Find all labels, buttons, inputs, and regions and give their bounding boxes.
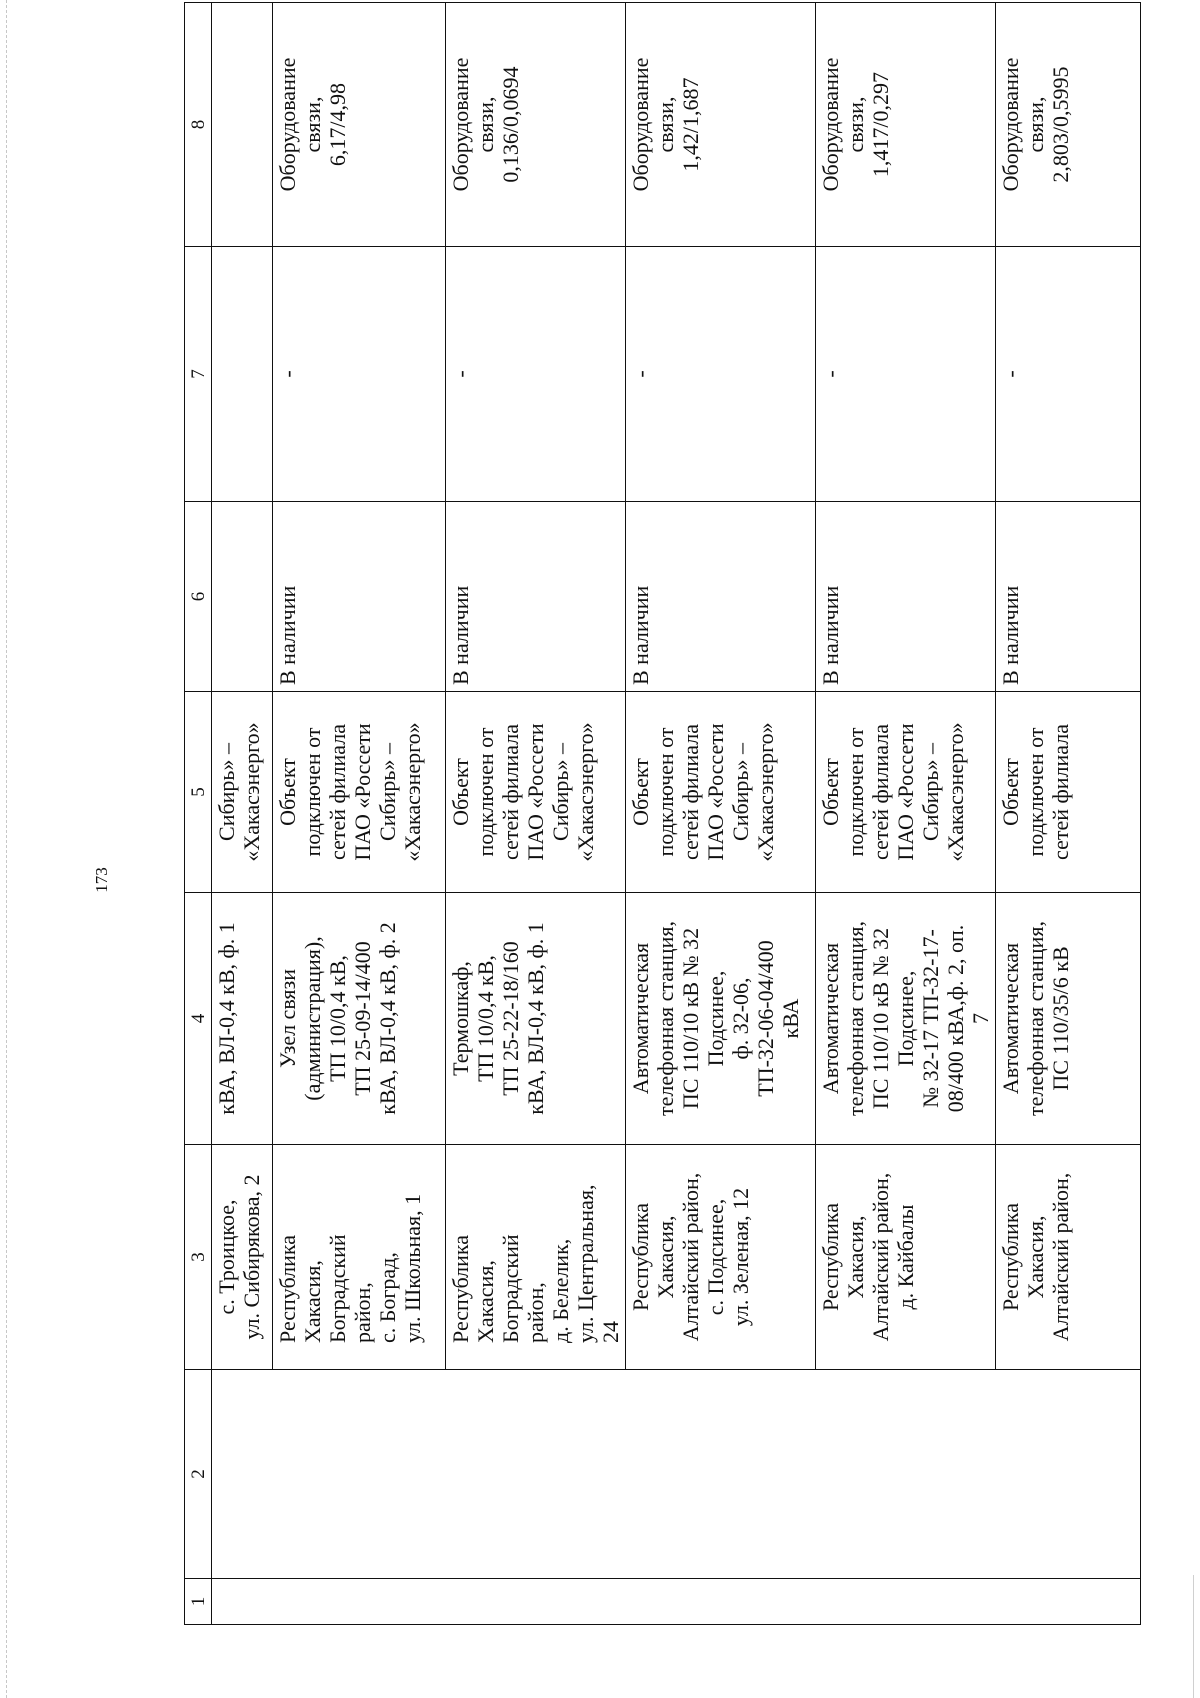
column-number-6: 6 (185, 502, 212, 692)
cell-object: Узел связи (администрация), ТП 10/0,4 кВ, ТП 25-09-14/400 кВА, ВЛ-0,4 кВ, ф. 2 (273, 893, 446, 1145)
column-number-5: 5 (185, 692, 212, 893)
scan-edge-right (1193, 1575, 1194, 1698)
cell-object: Автоматическая телефонная станция, ПС 110/10 кВ № 32 Подсинее, № 32-17 ТП-32-17- 08/400 кВА,ф. 2, оп. 7 (816, 893, 996, 1145)
cell-equipment: Оборудование связи, 1,42/1,687 (626, 3, 816, 247)
cell-col7: - (996, 247, 1141, 502)
cell-status: В наличии (996, 502, 1141, 692)
cell-object: Автоматическая телефонная станция, ПС 110/10 кВ № 32 Подсинее, ф. 32-06, ТП-32-06-04/400 кВА (626, 893, 816, 1145)
column-number-1: 1 (185, 1579, 212, 1625)
cell-col7: - (816, 247, 996, 502)
cell-object: Термошкаф, ТП 10/0,4 кВ, ТП 25-22-18/160 кВА, ВЛ-0,4 кВ, ф. 1 (446, 893, 626, 1145)
scan-edge-left (6, 0, 7, 1698)
page-number: 173 (92, 867, 111, 893)
cell-equipment: Оборудование связи, 6,17/4,98 (273, 3, 446, 247)
cell-address: Республика Хакасия, Боградский район, с. Боград, ул. Школьная, 1 (273, 1145, 446, 1370)
cell-equipment (212, 3, 273, 247)
table-row-continuation (212, 3, 273, 1625)
column-number-row (185, 3, 212, 1625)
cell-status: В наличии (816, 502, 996, 692)
cell-status (212, 502, 273, 692)
cell-connection: Объект подключен от сетей филиала ПАО «Россети Сибирь» – «Хакасэнерго» (446, 692, 626, 893)
cell-object: Автоматическая телефонная станция, ПС 110/35/6 кВ (996, 893, 1141, 1145)
cell-col2 (212, 1370, 1141, 1579)
cell-status: В наличии (273, 502, 446, 692)
column-number-7: 7 (185, 247, 212, 502)
cell-connection: Сибирь» – «Хакасэнерго» (212, 692, 273, 893)
cell-col7: - (446, 247, 626, 502)
cell-status: В наличии (446, 502, 626, 692)
cell-col7: - (273, 247, 446, 502)
column-number-3: 3 (185, 1145, 212, 1370)
cell-connection: Объект подключен от сетей филиала ПАО «Россети Сибирь» – «Хакасэнерго» (273, 692, 446, 893)
column-number-8: 8 (185, 3, 212, 247)
cell-status: В наличии (626, 502, 816, 692)
cell-connection: Объект подключен от сетей филиала ПАО «Россети Сибирь» – «Хакасэнерго» (626, 692, 816, 893)
cell-address: Республика Хакасия, Алтайский район, с. Подсинее, ул. Зеленая, 12 (626, 1145, 816, 1370)
cell-equipment: Оборудование связи, 0,136/0,0694 (446, 3, 626, 247)
column-number-4: 4 (185, 893, 212, 1145)
cell-col1 (212, 1579, 1141, 1625)
cell-equipment: Оборудование связи, 1,417/0,297 (816, 3, 996, 247)
cell-address: Республика Хакасия, Боградский район, д. Белелик, ул. Центральная, 24 (446, 1145, 626, 1370)
cell-connection: Объект подключен от сетей филиала (996, 692, 1141, 893)
cell-col7: - (626, 247, 816, 502)
column-number-2: 2 (185, 1370, 212, 1579)
cell-address: с. Троицкое, ул. Сибирякова, 2 (212, 1145, 273, 1370)
cell-equipment: Оборудование связи, 2,803/0,5995 (996, 3, 1141, 247)
cell-address: Республика Хакасия, Алтайский район, (996, 1145, 1141, 1370)
cell-connection: Объект подключен от сетей филиала ПАО «Россети Сибирь» – «Хакасэнерго» (816, 692, 996, 893)
cell-address: Республика Хакасия, Алтайский район, д. Кайбалы (816, 1145, 996, 1370)
cell-col7 (212, 247, 273, 502)
cell-object: кВА, ВЛ-0,4 кВ, ф. 1 (212, 893, 273, 1145)
infrastructure-table (184, 2, 1141, 1625)
rotated-table-wrapper (184, 3, 1106, 1625)
